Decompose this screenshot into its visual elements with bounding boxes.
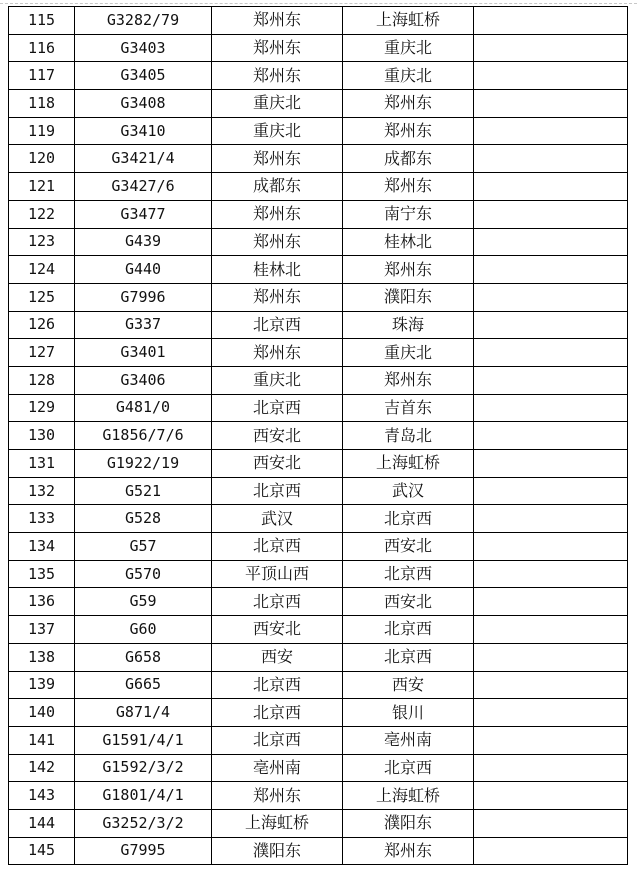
row-number-cell: 140 <box>9 699 75 727</box>
arrival-station-cell: 上海虹桥 <box>343 782 474 810</box>
arrival-station-cell: 上海虹桥 <box>343 450 474 478</box>
empty-cell <box>474 837 628 865</box>
empty-cell <box>474 145 628 173</box>
arrival-station-cell: 武汉 <box>343 477 474 505</box>
table-body <box>9 7 628 865</box>
train-number-cell: G3477 <box>75 200 212 228</box>
arrival-station-cell: 西安 <box>343 671 474 699</box>
empty-cell <box>474 505 628 533</box>
table-row <box>9 7 628 35</box>
departure-station-cell: 郑州东 <box>212 62 343 90</box>
departure-station-cell: 郑州东 <box>212 782 343 810</box>
table-row <box>9 366 628 394</box>
empty-cell <box>474 782 628 810</box>
empty-cell <box>474 671 628 699</box>
train-number-cell: G3401 <box>75 339 212 367</box>
row-number-cell: 143 <box>9 782 75 810</box>
departure-station-cell: 北京西 <box>212 588 343 616</box>
train-number-cell: G1801/4/1 <box>75 782 212 810</box>
arrival-station-cell: 郑州东 <box>343 366 474 394</box>
table-row <box>9 616 628 644</box>
table-row <box>9 782 628 810</box>
empty-cell <box>474 588 628 616</box>
table-row <box>9 117 628 145</box>
arrival-station-cell: 青岛北 <box>343 422 474 450</box>
table-row <box>9 505 628 533</box>
empty-cell <box>474 477 628 505</box>
arrival-station-cell: 郑州东 <box>343 837 474 865</box>
departure-station-cell: 郑州东 <box>212 339 343 367</box>
empty-cell <box>474 616 628 644</box>
table-row <box>9 809 628 837</box>
train-number-cell: G570 <box>75 560 212 588</box>
train-number-cell: G3421/4 <box>75 145 212 173</box>
train-number-cell: G3410 <box>75 117 212 145</box>
arrival-station-cell: 吉首东 <box>343 394 474 422</box>
table-row <box>9 726 628 754</box>
train-number-cell: G521 <box>75 477 212 505</box>
arrival-station-cell: 桂林北 <box>343 228 474 256</box>
arrival-station-cell: 北京西 <box>343 560 474 588</box>
row-number-cell: 136 <box>9 588 75 616</box>
row-number-cell: 129 <box>9 394 75 422</box>
row-number-cell: 131 <box>9 450 75 478</box>
table-row <box>9 533 628 561</box>
departure-station-cell: 亳州南 <box>212 754 343 782</box>
train-number-cell: G1592/3/2 <box>75 754 212 782</box>
empty-cell <box>474 726 628 754</box>
train-number-cell: G7995 <box>75 837 212 865</box>
train-number-cell: G528 <box>75 505 212 533</box>
train-number-cell: G3282/79 <box>75 7 212 35</box>
train-number-cell: G59 <box>75 588 212 616</box>
table-row <box>9 450 628 478</box>
table-row <box>9 311 628 339</box>
table-row <box>9 228 628 256</box>
arrival-station-cell: 北京西 <box>343 505 474 533</box>
row-number-cell: 120 <box>9 145 75 173</box>
empty-cell <box>474 117 628 145</box>
row-number-cell: 133 <box>9 505 75 533</box>
arrival-station-cell: 亳州南 <box>343 726 474 754</box>
table-row <box>9 34 628 62</box>
departure-station-cell: 北京西 <box>212 394 343 422</box>
train-number-cell: G3406 <box>75 366 212 394</box>
table-row <box>9 62 628 90</box>
table-row <box>9 90 628 118</box>
row-number-cell: 127 <box>9 339 75 367</box>
row-number-cell: 121 <box>9 173 75 201</box>
arrival-station-cell: 濮阳东 <box>343 283 474 311</box>
departure-station-cell: 武汉 <box>212 505 343 533</box>
departure-station-cell: 北京西 <box>212 671 343 699</box>
row-number-cell: 122 <box>9 200 75 228</box>
row-number-cell: 130 <box>9 422 75 450</box>
row-number-cell: 142 <box>9 754 75 782</box>
departure-station-cell: 西安北 <box>212 616 343 644</box>
train-number-cell: G3427/6 <box>75 173 212 201</box>
departure-station-cell: 郑州东 <box>212 34 343 62</box>
arrival-station-cell: 重庆北 <box>343 34 474 62</box>
train-number-cell: G337 <box>75 311 212 339</box>
train-number-cell: G3252/3/2 <box>75 809 212 837</box>
departure-station-cell: 郑州东 <box>212 145 343 173</box>
empty-cell <box>474 809 628 837</box>
empty-cell <box>474 422 628 450</box>
departure-station-cell: 北京西 <box>212 726 343 754</box>
arrival-station-cell: 上海虹桥 <box>343 7 474 35</box>
empty-cell <box>474 339 628 367</box>
train-number-cell: G3405 <box>75 62 212 90</box>
arrival-station-cell: 北京西 <box>343 616 474 644</box>
row-number-cell: 135 <box>9 560 75 588</box>
departure-station-cell: 西安北 <box>212 422 343 450</box>
row-number-cell: 119 <box>9 117 75 145</box>
empty-cell <box>474 283 628 311</box>
row-number-cell: 118 <box>9 90 75 118</box>
arrival-station-cell: 西安北 <box>343 588 474 616</box>
table-row <box>9 283 628 311</box>
departure-station-cell: 重庆北 <box>212 90 343 118</box>
departure-station-cell: 郑州东 <box>212 200 343 228</box>
row-number-cell: 128 <box>9 366 75 394</box>
row-number-cell: 115 <box>9 7 75 35</box>
arrival-station-cell: 郑州东 <box>343 173 474 201</box>
row-number-cell: 117 <box>9 62 75 90</box>
departure-station-cell: 北京西 <box>212 533 343 561</box>
row-number-cell: 132 <box>9 477 75 505</box>
departure-station-cell: 北京西 <box>212 311 343 339</box>
train-number-cell: G7996 <box>75 283 212 311</box>
departure-station-cell: 郑州东 <box>212 7 343 35</box>
row-number-cell: 145 <box>9 837 75 865</box>
train-number-cell: G3403 <box>75 34 212 62</box>
departure-station-cell: 郑州东 <box>212 283 343 311</box>
empty-cell <box>474 62 628 90</box>
arrival-station-cell: 北京西 <box>343 643 474 671</box>
arrival-station-cell: 濮阳东 <box>343 809 474 837</box>
train-schedule-table <box>8 6 628 865</box>
train-number-cell: G439 <box>75 228 212 256</box>
table-row <box>9 145 628 173</box>
empty-cell <box>474 560 628 588</box>
departure-station-cell: 濮阳东 <box>212 837 343 865</box>
train-number-cell: G665 <box>75 671 212 699</box>
empty-cell <box>474 394 628 422</box>
empty-cell <box>474 7 628 35</box>
arrival-station-cell: 郑州东 <box>343 256 474 284</box>
table-row <box>9 200 628 228</box>
row-number-cell: 123 <box>9 228 75 256</box>
arrival-station-cell: 西安北 <box>343 533 474 561</box>
train-number-cell: G658 <box>75 643 212 671</box>
empty-cell <box>474 450 628 478</box>
table-row <box>9 588 628 616</box>
table-row <box>9 173 628 201</box>
arrival-station-cell: 银川 <box>343 699 474 727</box>
table-row <box>9 560 628 588</box>
train-number-cell: G871/4 <box>75 699 212 727</box>
table-row <box>9 837 628 865</box>
train-number-cell: G3408 <box>75 90 212 118</box>
train-number-cell: G1922/19 <box>75 450 212 478</box>
departure-station-cell: 北京西 <box>212 699 343 727</box>
empty-cell <box>474 366 628 394</box>
table-row <box>9 256 628 284</box>
empty-cell <box>474 533 628 561</box>
departure-station-cell: 重庆北 <box>212 117 343 145</box>
empty-cell <box>474 34 628 62</box>
table-row <box>9 643 628 671</box>
arrival-station-cell: 南宁东 <box>343 200 474 228</box>
departure-station-cell: 重庆北 <box>212 366 343 394</box>
empty-cell <box>474 90 628 118</box>
empty-cell <box>474 200 628 228</box>
train-number-cell: G1591/4/1 <box>75 726 212 754</box>
row-number-cell: 124 <box>9 256 75 284</box>
table-row <box>9 422 628 450</box>
departure-station-cell: 西安北 <box>212 450 343 478</box>
arrival-station-cell: 成都东 <box>343 145 474 173</box>
departure-station-cell: 平顶山西 <box>212 560 343 588</box>
train-number-cell: G440 <box>75 256 212 284</box>
empty-cell <box>474 699 628 727</box>
row-number-cell: 125 <box>9 283 75 311</box>
train-number-cell: G60 <box>75 616 212 644</box>
departure-station-cell: 郑州东 <box>212 228 343 256</box>
arrival-station-cell: 北京西 <box>343 754 474 782</box>
empty-cell <box>474 754 628 782</box>
departure-station-cell: 北京西 <box>212 477 343 505</box>
row-number-cell: 116 <box>9 34 75 62</box>
train-number-cell: G1856/7/6 <box>75 422 212 450</box>
table-row <box>9 339 628 367</box>
empty-cell <box>474 228 628 256</box>
table-row <box>9 477 628 505</box>
arrival-station-cell: 重庆北 <box>343 339 474 367</box>
departure-station-cell: 西安 <box>212 643 343 671</box>
arrival-station-cell: 重庆北 <box>343 62 474 90</box>
arrival-station-cell: 郑州东 <box>343 90 474 118</box>
table-row <box>9 671 628 699</box>
page-break-line <box>0 3 637 4</box>
row-number-cell: 141 <box>9 726 75 754</box>
departure-station-cell: 桂林北 <box>212 256 343 284</box>
train-number-cell: G57 <box>75 533 212 561</box>
row-number-cell: 144 <box>9 809 75 837</box>
empty-cell <box>474 643 628 671</box>
empty-cell <box>474 311 628 339</box>
empty-cell <box>474 256 628 284</box>
departure-station-cell: 成都东 <box>212 173 343 201</box>
row-number-cell: 126 <box>9 311 75 339</box>
arrival-station-cell: 珠海 <box>343 311 474 339</box>
departure-station-cell: 上海虹桥 <box>212 809 343 837</box>
row-number-cell: 134 <box>9 533 75 561</box>
empty-cell <box>474 173 628 201</box>
train-number-cell: G481/0 <box>75 394 212 422</box>
row-number-cell: 137 <box>9 616 75 644</box>
table-row <box>9 394 628 422</box>
table-row <box>9 699 628 727</box>
arrival-station-cell: 郑州东 <box>343 117 474 145</box>
table-row <box>9 754 628 782</box>
row-number-cell: 138 <box>9 643 75 671</box>
row-number-cell: 139 <box>9 671 75 699</box>
